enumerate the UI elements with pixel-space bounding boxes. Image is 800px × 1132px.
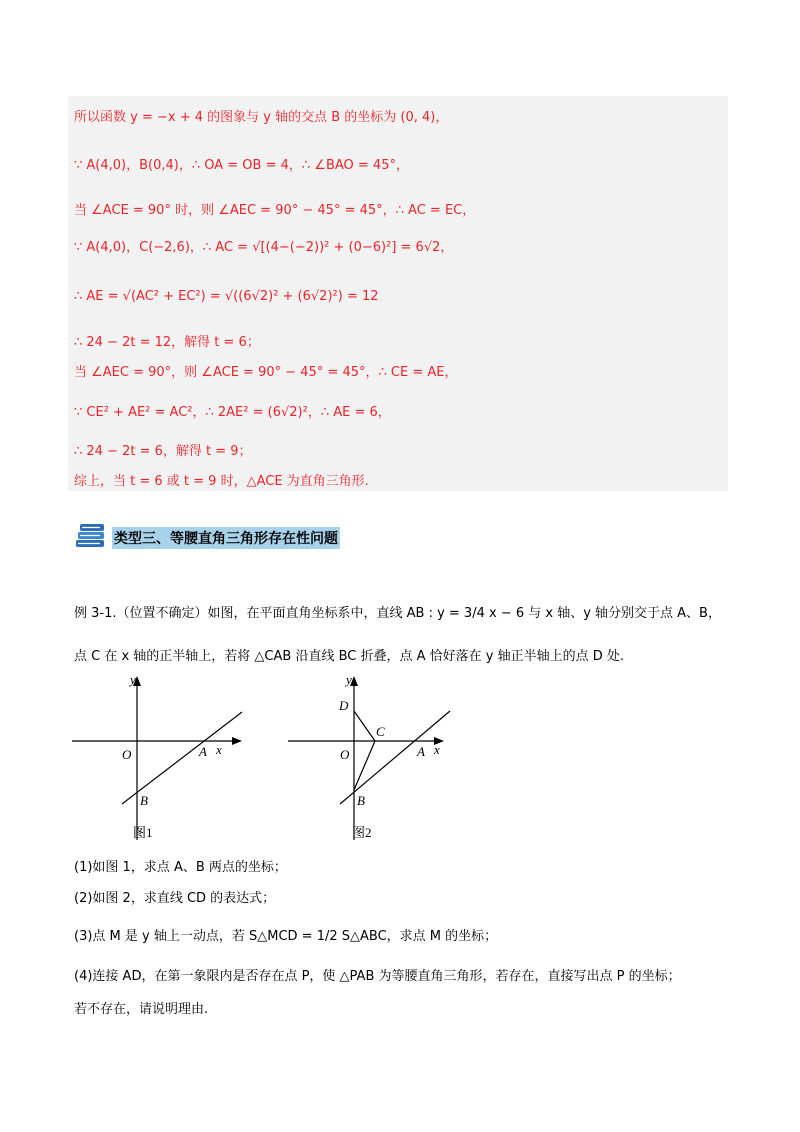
solution-line-9: ∴ 24 − 2t = 6，解得 t = 9； [74,444,252,459]
question-3: (3)点 M 是 y 轴上一动点，若 S△MCD = 1/2 S△ABC，求点 M 的坐标； [74,929,498,944]
figure-2-caption: 图2 [352,825,372,840]
fig1-line-ab [122,712,242,804]
problem-stem-line1: 例 3-1.（位置不确定）如图，在平面直角坐标系中，直线 AB : y = 3/4 x − 6 与 x 轴、y 轴分别交于点 A、B， [74,606,721,621]
question-1: (1)如图 1，求点 A、B 两点的坐标； [74,860,287,875]
fig1-label-b: B [140,793,148,808]
solution-line-1: 所以函数 y = −x + 4 的图象与 y 轴的交点 B 的坐标为 (0, 4)， [74,110,449,125]
fig2-label-d: D [339,698,349,713]
fig1-label-x: x [216,742,222,757]
solution-line-10: 综上，当 t = 6 或 t = 9 时，△ACE 为直角三角形. [74,474,369,489]
books-icon [74,522,108,552]
solution-block [68,96,728,491]
solution-line-4: ∵ A(4,0)，C(−2,6)，∴ AC = √[(4−(−2))² + (0−6)²] = 6√2， [74,240,454,255]
question-4-line1: (4)连接 AD，在第一象限内是否存在点 P，使 △PAB 为等腰直角三角形，若存在，直接写出点 P 的坐标； [74,969,681,984]
solution-line-6: ∴ 24 − 2t = 12，解得 t = 6； [74,335,260,350]
fig2-label-y: y [346,672,352,687]
problem-stem-line2: 点 C 在 x 轴的正半轴上，若将 △CAB 沿直线 BC 折叠，点 A 恰好落在 y 轴正半轴上的点 D 处. [74,649,625,664]
solution-line-8: ∵ CE² + AE² = AC²，∴ 2AE² = (6√2)²，∴ AE = 6， [74,405,391,420]
fig1-label-a: A [199,744,207,759]
fig2-label-a: A [417,744,425,759]
fig2-label-x: x [434,742,440,757]
fig1-label-o: O [122,747,132,762]
figure-1-caption: 图1 [133,825,153,840]
solution-line-5: ∴ AE = √(AC² + EC²) = √((6√2)² + (6√2)²) = 12 [74,289,379,304]
question-2: (2)如图 2，求直线 CD 的表达式； [74,891,276,906]
fig2-label-o: O [340,747,350,762]
fig1-x-arrow [232,737,242,745]
section-title: 类型三、等腰直角三角形存在性问题 [112,527,340,549]
figure-2 [280,670,460,845]
fig2-label-b: B [357,793,365,808]
fig2-label-c: C [376,724,385,739]
question-4-line2: 若不存在，请说明理由. [74,1002,209,1017]
figure-1 [60,670,260,845]
fig1-label-y: y [130,672,136,687]
solution-line-2: ∵ A(4,0)，B(0,4)，∴ OA = OB = 4，∴ ∠BAO = 45°， [74,158,409,173]
fig2-segment-dc [354,711,375,741]
solution-line-7: 当 ∠AEC = 90°，则 ∠ACE = 90° − 45° = 45°，∴ CE = AE， [74,365,458,380]
fig2-line-ab [340,711,450,804]
solution-line-3: 当 ∠ACE = 90° 时，则 ∠AEC = 90° − 45° = 45°，∴ AC = EC， [74,203,476,218]
